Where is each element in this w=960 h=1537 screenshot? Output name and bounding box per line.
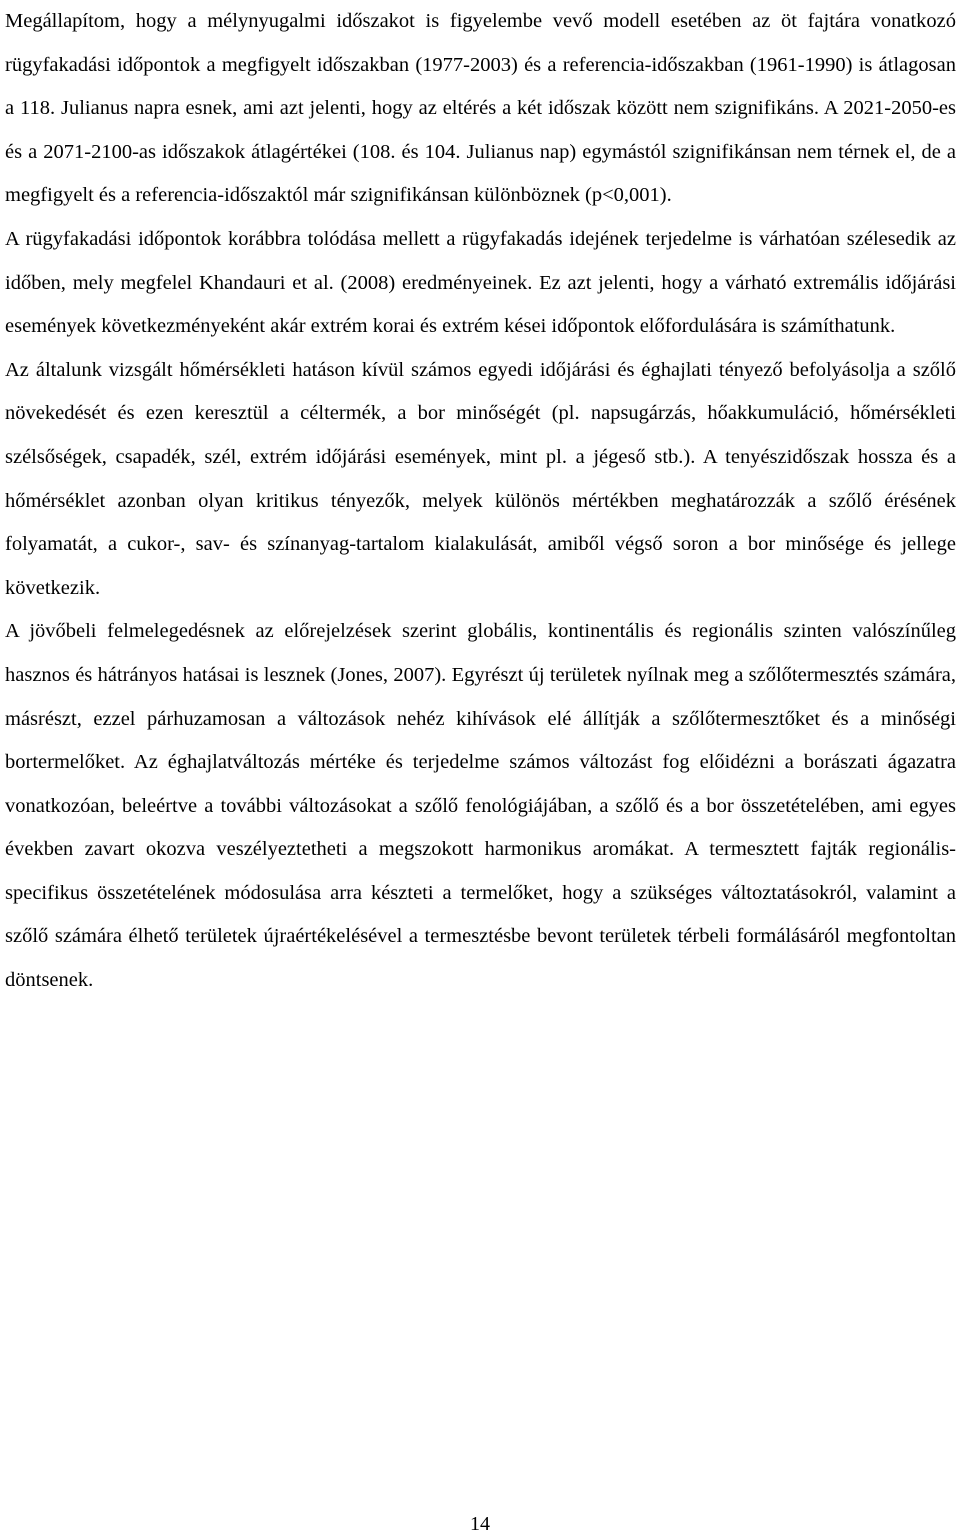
- paragraph-future-warming: A jövőbeli felmelegedésnek az előrejelzések szerint globális, kontinentális és regionális szinten valószínűleg hasznos és hátrányos hatásai is lesznek (Jones, 2007). Egyrészt új területek nyílnak meg a szőlőtermesztés számára, másrészt, ezzel párhuzamosan a változások nehéz kihívások elé állítják a szőlőtermesztőket és a minőségi bortermelőket. Az éghajlatváltozás mértéke és terjedelme számos változást fog előidézni a borászati ágazatra vonatkozóan, beleértve a további változásokat a szőlő fenológiájában, a szőlő és a bor összetételében, ami egyes években zavart okozva veszélyeztetheti a megszokott harmonikus aromákat. A termesztett fajták regionális-specifikus összetételének módosulása arra készteti a termelőket, hogy a szükséges változtatásokról, valamint a szőlő számára élhető területek újraértékelésével a termesztésbe bevont területek térbeli formálásáról megfontoltan döntsenek.: [5, 620, 956, 992]
- page-body: [5, 0, 956, 1003]
- paragraph-budbreak-results: Megállapítom, hogy a mélynyugalmi időszakot is figyelembe vevő modell esetében az öt fajtára vonatkozó rügyfakadási időpontok a megfigyelt időszakban (1977-2003) és a referencia-időszakban (1961-1990) is átlagosan a 118. Julianus napra esnek, ami azt jelenti, hogy az eltérés a két időszak között nem szignifikáns. A 2021-2050-es és a 2071-2100-as időszakok átlagértékei (108. és 104. Julianus nap) egymástól szignifikánsan nem térnek el, de a megfigyelt és a referencia-időszaktól már szignifikánsan különböznek (p<0,001).: [5, 10, 956, 207]
- page-number: 14: [470, 1513, 490, 1535]
- paragraph-budbreak-range: A rügyfakadási időpontok korábbra tolódása mellett a rügyfakadás idejének terjedelme is várhatóan szélesedik az időben, mely megfelel Khandauri et al. (2008) eredményeinek. Ez azt jelenti, hogy a várható extremális időjárási események következményeként akár extrém korai és extrém kései időpontok előfordulására is számíthatunk.: [5, 227, 956, 338]
- paragraph-climate-factors: Az általunk vizsgált hőmérsékleti hatáson kívül számos egyedi időjárási és éghajlati tényező befolyásolja a szőlő növekedését és ezen keresztül a céltermék, a bor minőségét (pl. napsugárzás, hőakkumuláció, hőmérsékleti szélsőségek, csapadék, szél, extrém időjárási események, mint pl. a jégeső stb.). A tenyészidőszak hossza és a hőmérséklet azonban olyan kritikus tényezők, melyek különös mértékben meghatározzák a szőlő érésének folyamatát, a cukor-, sav- és színanyag-tartalom kialakulását, amiből végső soron a bor minősége és jellege következik.: [5, 358, 956, 599]
